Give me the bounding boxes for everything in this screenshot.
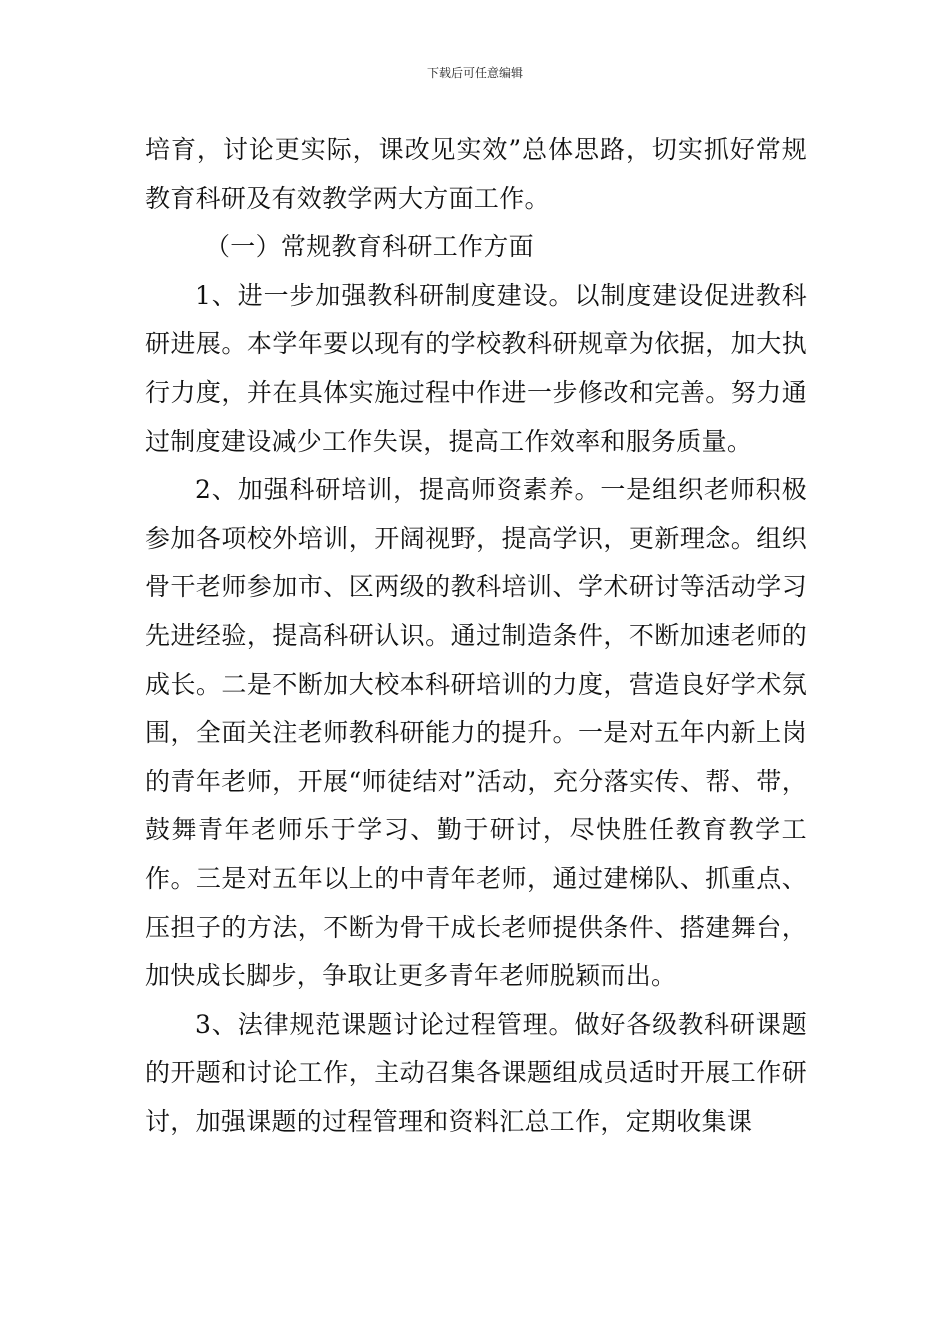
paragraph-continuation: 培育，讨论更实际，课改见实效”总体思路，切实抓好常规教育科研及有效教学两大方面工作。	[145, 135, 807, 213]
section-heading: （一）常规教育科研工作方面	[205, 232, 534, 262]
paragraph-item-2: 2、加强科研培训，提高师资素养。一是组织老师积极参加各项校外培训，开阔视野，提高学识，更新理念。组织骨干老师参加市、区两级的教科培训、学术研讨等活动学习先进经验，提高科研认识。通过制造条件，不断加速老师的成长。二是不断加大校本科研培训的力度，营造良好学术氛围，全面关注老师教科研能力的提升。一是对五年内新上岗的青年老师，开展“师徒结对”活动，充分落实传、帮、带，鼓舞青年老师乐于学习、勤于研讨，尽快胜任教育教学工作。三是对五年以上的中青年老师，通过建梯队、抓重点、压担子的方法，不断为骨干成长老师提供条件、搭建舞台，加快成长脚步，争取让更多青年老师脱颖而出。	[145, 475, 807, 991]
paragraph-item-3: 3、法律规范课题讨论过程管理。做好各级教科研课题的开题和讨论工作，主动召集各课题组成员适时开展工作研讨，加强课题的过程管理和资料汇总工作，定期收集课	[145, 1009, 807, 1136]
document-body	[145, 126, 807, 1146]
paragraph-item-1: 1、进一步加强教科研制度建设。以制度建设促进教科研进展。本学年要以现有的学校教科研规章为依据，加大执行力度，并在具体实施过程中作进一步修改和完善。努力通过制度建设减少工作失误，提高工作效率和服务质量。	[145, 280, 807, 456]
page-header: 下载后可任意编辑	[426, 66, 523, 80]
